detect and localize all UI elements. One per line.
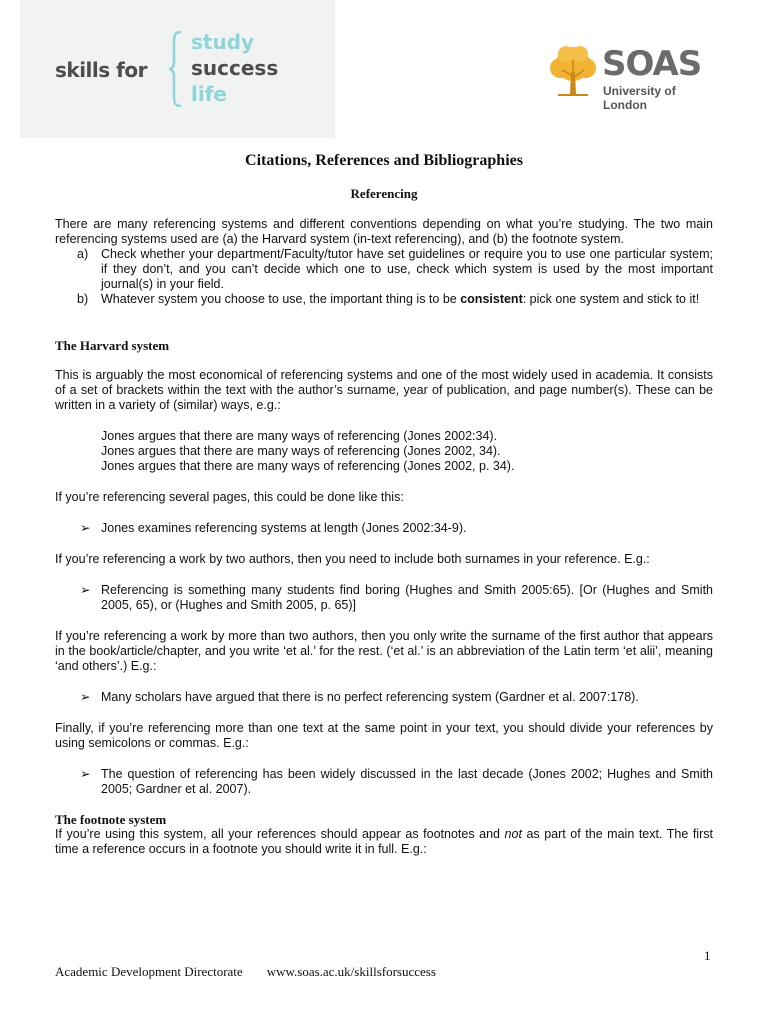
footnote-paragraph: [55, 827, 713, 857]
example-line: Jones argues that there are many ways of referencing (Jones 2002, p. 34).: [101, 459, 515, 473]
bullet-list-1: [55, 521, 713, 536]
banner-skills-for: skills for: [55, 58, 147, 82]
arrowhead-bullet-icon: ➢: [80, 690, 91, 704]
soas-logo: [546, 44, 716, 112]
bullet-item: [55, 583, 713, 613]
harvard-paragraph-4: If you’re referencing a work by more than two authors, then you only write the surname of the first author that appears in the book/article/chapter, and you write ‘et al.’ for the rest. (‘et al.’ is an abbreviation of the Latin term ‘et alii’, meaning ‘and others’.) E.g.:: [55, 629, 713, 673]
footer-department: Academic Development Directorate: [55, 964, 243, 979]
footnote-em: not: [504, 827, 522, 841]
banner-words: [191, 29, 278, 107]
harvard-heading: The Harvard system: [55, 338, 170, 353]
page-title: Citations, References and Bibliographies: [245, 152, 523, 169]
section-title-referencing: Referencing: [350, 186, 418, 201]
skills-for-success-banner: [20, 0, 335, 138]
arrowhead-bullet-icon: ➢: [80, 521, 91, 535]
list-item-a: [55, 247, 713, 292]
bullet-text: Jones examines referencing systems at length (Jones 2002:34-9).: [101, 521, 467, 535]
list-marker-b: b): [77, 292, 89, 306]
soas-name: SOAS: [602, 44, 702, 84]
harvard-paragraph-3: If you’re referencing a work by two authors, then you need to include both surnames in your reference. E.g.:: [55, 552, 650, 566]
page-number: 1: [704, 948, 711, 963]
example-line: Jones argues that there are many ways of referencing (Jones 2002:34).: [101, 429, 498, 443]
harvard-examples: [55, 429, 713, 474]
bullet-text: Referencing is something many students find boring (Hughes and Smith 2005:65). [Or (Hughes and Smith 2005, 65), or (Hughes and Smith 2005, p. 65)]: [101, 583, 713, 612]
soas-subtitle: University of London: [603, 84, 676, 112]
footnote-post: as part of the main text. The first time a reference occurs in a footnote you should write it in full. E.g.:: [55, 827, 713, 856]
page-footer: [55, 964, 436, 980]
brace-icon: [168, 30, 184, 108]
list-item-b-pre: Whatever system you choose to use, the important thing is to be: [101, 292, 461, 306]
banner-word-study: study: [191, 30, 255, 54]
intro-paragraph: There are many referencing systems and different conventions depending on what you’re studying. The two main referencing systems used are (a) the Harvard system (in-text referencing), and (b) the footnote system.: [55, 217, 713, 246]
harvard-paragraph-5: Finally, if you’re referencing more than one text at the same point in your text, you should divide your references by using semicolons or commas. E.g.:: [55, 721, 713, 750]
example-line: Jones argues that there are many ways of referencing (Jones 2002, 34).: [101, 444, 501, 458]
banner-word-life: life: [191, 82, 227, 106]
bullet-text: The question of referencing has been widely discussed in the last decade (Jones 2002; Hughes and Smith 2005; Gardner et al. 2007).: [101, 767, 713, 796]
footnote-pre: If you’re using this system, all your references should appear as footnotes and: [55, 827, 505, 841]
list-marker-a: a): [77, 247, 89, 261]
arrowhead-bullet-icon: ➢: [80, 583, 91, 597]
soas-tree-logo: [546, 44, 600, 100]
footer-url: www.soas.ac.uk/skillsforsuccess: [266, 964, 436, 979]
bullet-list-4: [55, 767, 713, 797]
harvard-paragraph-2: If you’re referencing several pages, this could be done like this:: [55, 490, 404, 504]
bullet-item: [55, 521, 713, 536]
arrowhead-bullet-icon: ➢: [80, 767, 91, 781]
list-item-b-bold: consistent: [460, 292, 523, 306]
list-item-b-post: : pick one system and stick to it!: [522, 292, 700, 306]
list-item-a-text: Check whether your department/Faculty/tutor have set guidelines or require you to use one particular system; if they don’t, and you can’t decide which one to use, check which system is used by the most important journal(s) in your field.: [101, 247, 713, 291]
footnote-heading: The footnote system: [55, 812, 167, 827]
bullet-item: [55, 690, 713, 705]
document-body: [55, 217, 713, 857]
bullet-item: [55, 767, 713, 797]
harvard-paragraph-1: This is arguably the most economical of referencing systems and one of the most widely used in academia. It consists of a set of brackets within the text with the author’s surname, year of publication, and page number(s). These can be written in a variety of (similar) ways, e.g.:: [55, 368, 713, 412]
list-item-b: [55, 292, 713, 307]
bullet-text: Many scholars have argued that there is no perfect referencing system (Gardner et al. 2007:178).: [101, 690, 639, 704]
bullet-list-3: [55, 690, 713, 705]
bullet-list-2: [55, 583, 713, 613]
banner-word-success: success: [191, 56, 279, 80]
guideline-list: [55, 247, 713, 307]
